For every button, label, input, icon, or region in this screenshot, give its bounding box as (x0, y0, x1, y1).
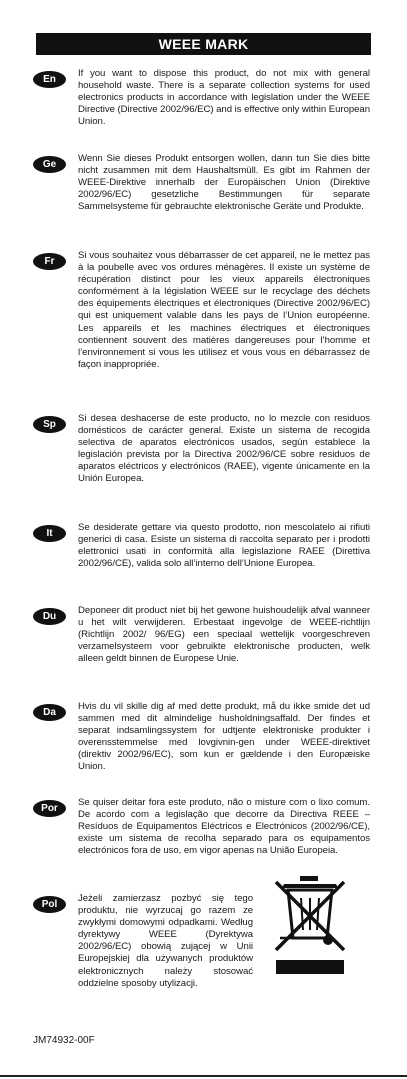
page-title: WEEE MARK (36, 33, 371, 55)
language-badge-fr: Fr (33, 253, 66, 270)
language-badge-pol: Pol (33, 896, 66, 913)
crossed-out-wheelie-bin-icon (270, 872, 350, 978)
section-text-it: Se desiderate gettare via questo prodotto, non mescolatelo ai rifiuti generici di casa. Esiste un sistema di raccolta separato per i prodotti elettronici usati in conformità alla legislazione RAEE (Direttiva 2002/96/CE), valida solo all’interno dell’Unione Europea. (78, 522, 370, 570)
language-badge-en: En (33, 71, 66, 88)
language-badge-du: Du (33, 608, 66, 625)
footer-rule (0, 1075, 407, 1077)
language-badge-da: Da (33, 704, 66, 721)
section-text-du: Deponeer dit product niet bij het gewone huishoudelijk afval wanneer u het wilt verwijderen. Erbestaat ingevolge de WEEE-richtlijn (Richtlijn 2002/ 96/EG) een speciaal wettelijk voorgeschreven verzamelsysteem voor gebruikte elektronische producten, welk alleen geldt binnen de Europese Unie. (78, 605, 370, 665)
language-badge-por: Por (33, 800, 66, 817)
section-text-ge: Wenn Sie dieses Produkt entsorgen wollen, dann tun Sie dies bitte nicht zusammen mit dem Haushaltsmüll. Es gibt im Rahmen der WEEE-Direktive innerhalb der Europäischen Union (Direktive 2002/96/EC) gesetzliche Bestimmungen für separate Sammelsysteme für gebrauchte elektronische Geräte und Produkte. (78, 153, 370, 213)
language-badge-sp: Sp (33, 416, 66, 433)
language-badge-ge: Ge (33, 156, 66, 173)
language-badge-it: It (33, 525, 66, 542)
document-code: JM74932-00F (33, 1035, 95, 1046)
section-text-sp: Si desea deshacerse de este producto, no lo mezcle con residuos domésticos de carácter general. Existe un sistema de recogida selectiva de aparatos electrónicos usados, según establece la legislación prevista por la Directiva 2002/96/CE sobre residuos de aparatos eléctricos y electrónicos (RAEE), vigente únicamente en la Unión Europea. (78, 413, 370, 485)
section-text-por: Se quiser deitar fora este produto, não o misture com o lixo comum. De acordo com a legislação que decorre da Directiva REEE – Resíduos de Equipamentos Eléctricos e Electrónicos (2002/96/CE), existe um sistema de recolha separado para os equipamentos electrónicos fora de uso, em vigor apenas na União Europeia. (78, 797, 370, 857)
section-text-da: Hvis du vil skille dig af med dette produkt, må du ikke smide det ud sammen med dit almindelige husholdningsaffald. Der findes et separat indsamlingssystem for udtjente elektroniske produkter i overensstemmelse med lovgivnin-gen under WEEE-direktivet (direktiv 2002/96/EC), som kun er gældende i den Europæiske Union. (78, 701, 370, 773)
section-text-fr: Si vous souhaitez vous débarrasser de cet appareil, ne le mettez pas à la poubelle avec vos ordures ménagères. Il existe un système de récupération distinct pour les vieux appareils électroniques conformément à la législation WEEE sur le recyclage des déchets des équipements électriques et électroniques (Directive 2002/96/EC) qui est uniquement valable dans les pays de l’Union européenne. Les appareils et les machines électriques et électroniques contiennent souvent des matières dangereuses pour l’homme et l’environnement si vous les utilisez et vous vous en débarrassez de façon inappropriée. (78, 250, 370, 370)
section-text-pol: Jeżeli zamierzasz pozbyć się tego produktu, nie wyrzucaj go razem ze zwykłymi domowymi odpadkami. Według dyrektywy WEEE (Dyrektywa 2002/96/EC) obowią zującej w Unii Europejskiej dla używanych produktów elektronicznych należy stosować oddzielne sposoby utylizacji. (78, 893, 253, 989)
section-text-en: If you want to dispose this product, do not mix with general household waste. There is a separate collection systems for used electronics products in accordance with legislation under the WEEE Directive (Directive 2002/96/EC) and is effective only within European Union. (78, 68, 370, 128)
